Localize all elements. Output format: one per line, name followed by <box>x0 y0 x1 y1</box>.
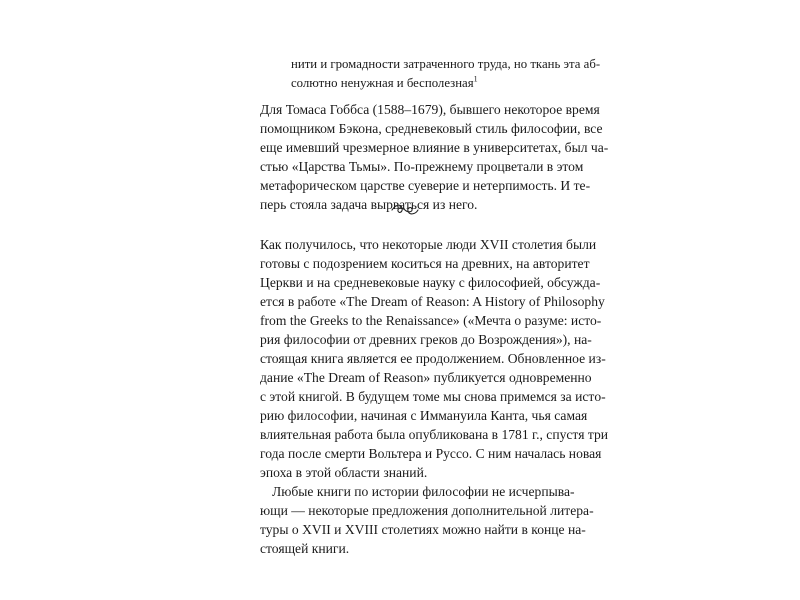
paragraph-line: с этой книгой. В будущем томе мы снова примемся за истo- <box>260 389 606 404</box>
paragraph-line: стью «Царства Тьмы». По-прежнему процветали в этом <box>260 159 584 174</box>
paragraph-line: туры о XVII и XVIII столетиях можно найти в конце на- <box>260 522 586 537</box>
fleuron-icon <box>390 203 420 217</box>
paragraph-line: еще имевший чрезмерное влияние в университетах, был ча- <box>260 140 609 155</box>
paragraph-line: Церкви и на средневековые науку с философией, обсужда- <box>260 275 601 290</box>
paragraph-line: влиятельная работа была опубликована в 1781 г., спустя три <box>260 427 609 442</box>
paragraph-line: перь стояла задача вырваться из него. <box>260 197 478 212</box>
paragraph-line: метафорическом царстве суеверие и нетерпимость. И те- <box>260 178 591 193</box>
paragraph-line: стоящей книги. <box>260 541 350 556</box>
paragraph-line: помощником Бэкона, средневековый стиль философии, все <box>260 121 603 136</box>
quote-line: нити и громадности затраченного труда, но ткань эта аб- <box>291 57 601 71</box>
paragraph-line: готовы с подозрением коситься на древних, на авторитет <box>260 256 590 271</box>
paragraph-line: дание «The Dream of Reason» публикуется одновременно <box>260 370 592 385</box>
paragraph-line: Для Томаса Гоббса (1588–1679), бывшего некоторое время <box>260 102 600 117</box>
footnote-marker: 1 <box>473 74 478 84</box>
paragraph-line: Как получилось, что некоторые люди XVII столетия были <box>260 237 597 252</box>
paragraph-line: стоящая книга является ее продолжением. Обновленное из- <box>260 351 606 366</box>
paragraph-line: ется в работе «The Dream of Reason: A History of Philosophy <box>260 294 605 309</box>
paragraph-line: from the Greeks to the Renaissance» («Мечта о разуме: исто- <box>260 313 602 328</box>
quote-line <box>291 74 534 93</box>
paragraph-line: рию философии, начиная с Иммануила Канта, чья самая <box>260 408 588 423</box>
paragraph-line: года после смерти Вольтера и Руссо. С ним началась новая <box>260 446 602 461</box>
quote-text: солютно ненужная и бесполезная <box>291 76 474 90</box>
paragraph-line: рия философии от древних греков до Возрождения»), на- <box>260 332 592 347</box>
paragraph-line: Любые книги по истории философии не исчерпыва- <box>272 484 575 499</box>
paragraph-line: эпоха в этой области знаний. <box>260 465 428 480</box>
paragraph-line: ющи — некоторые предложения дополнительной литера- <box>260 503 594 518</box>
